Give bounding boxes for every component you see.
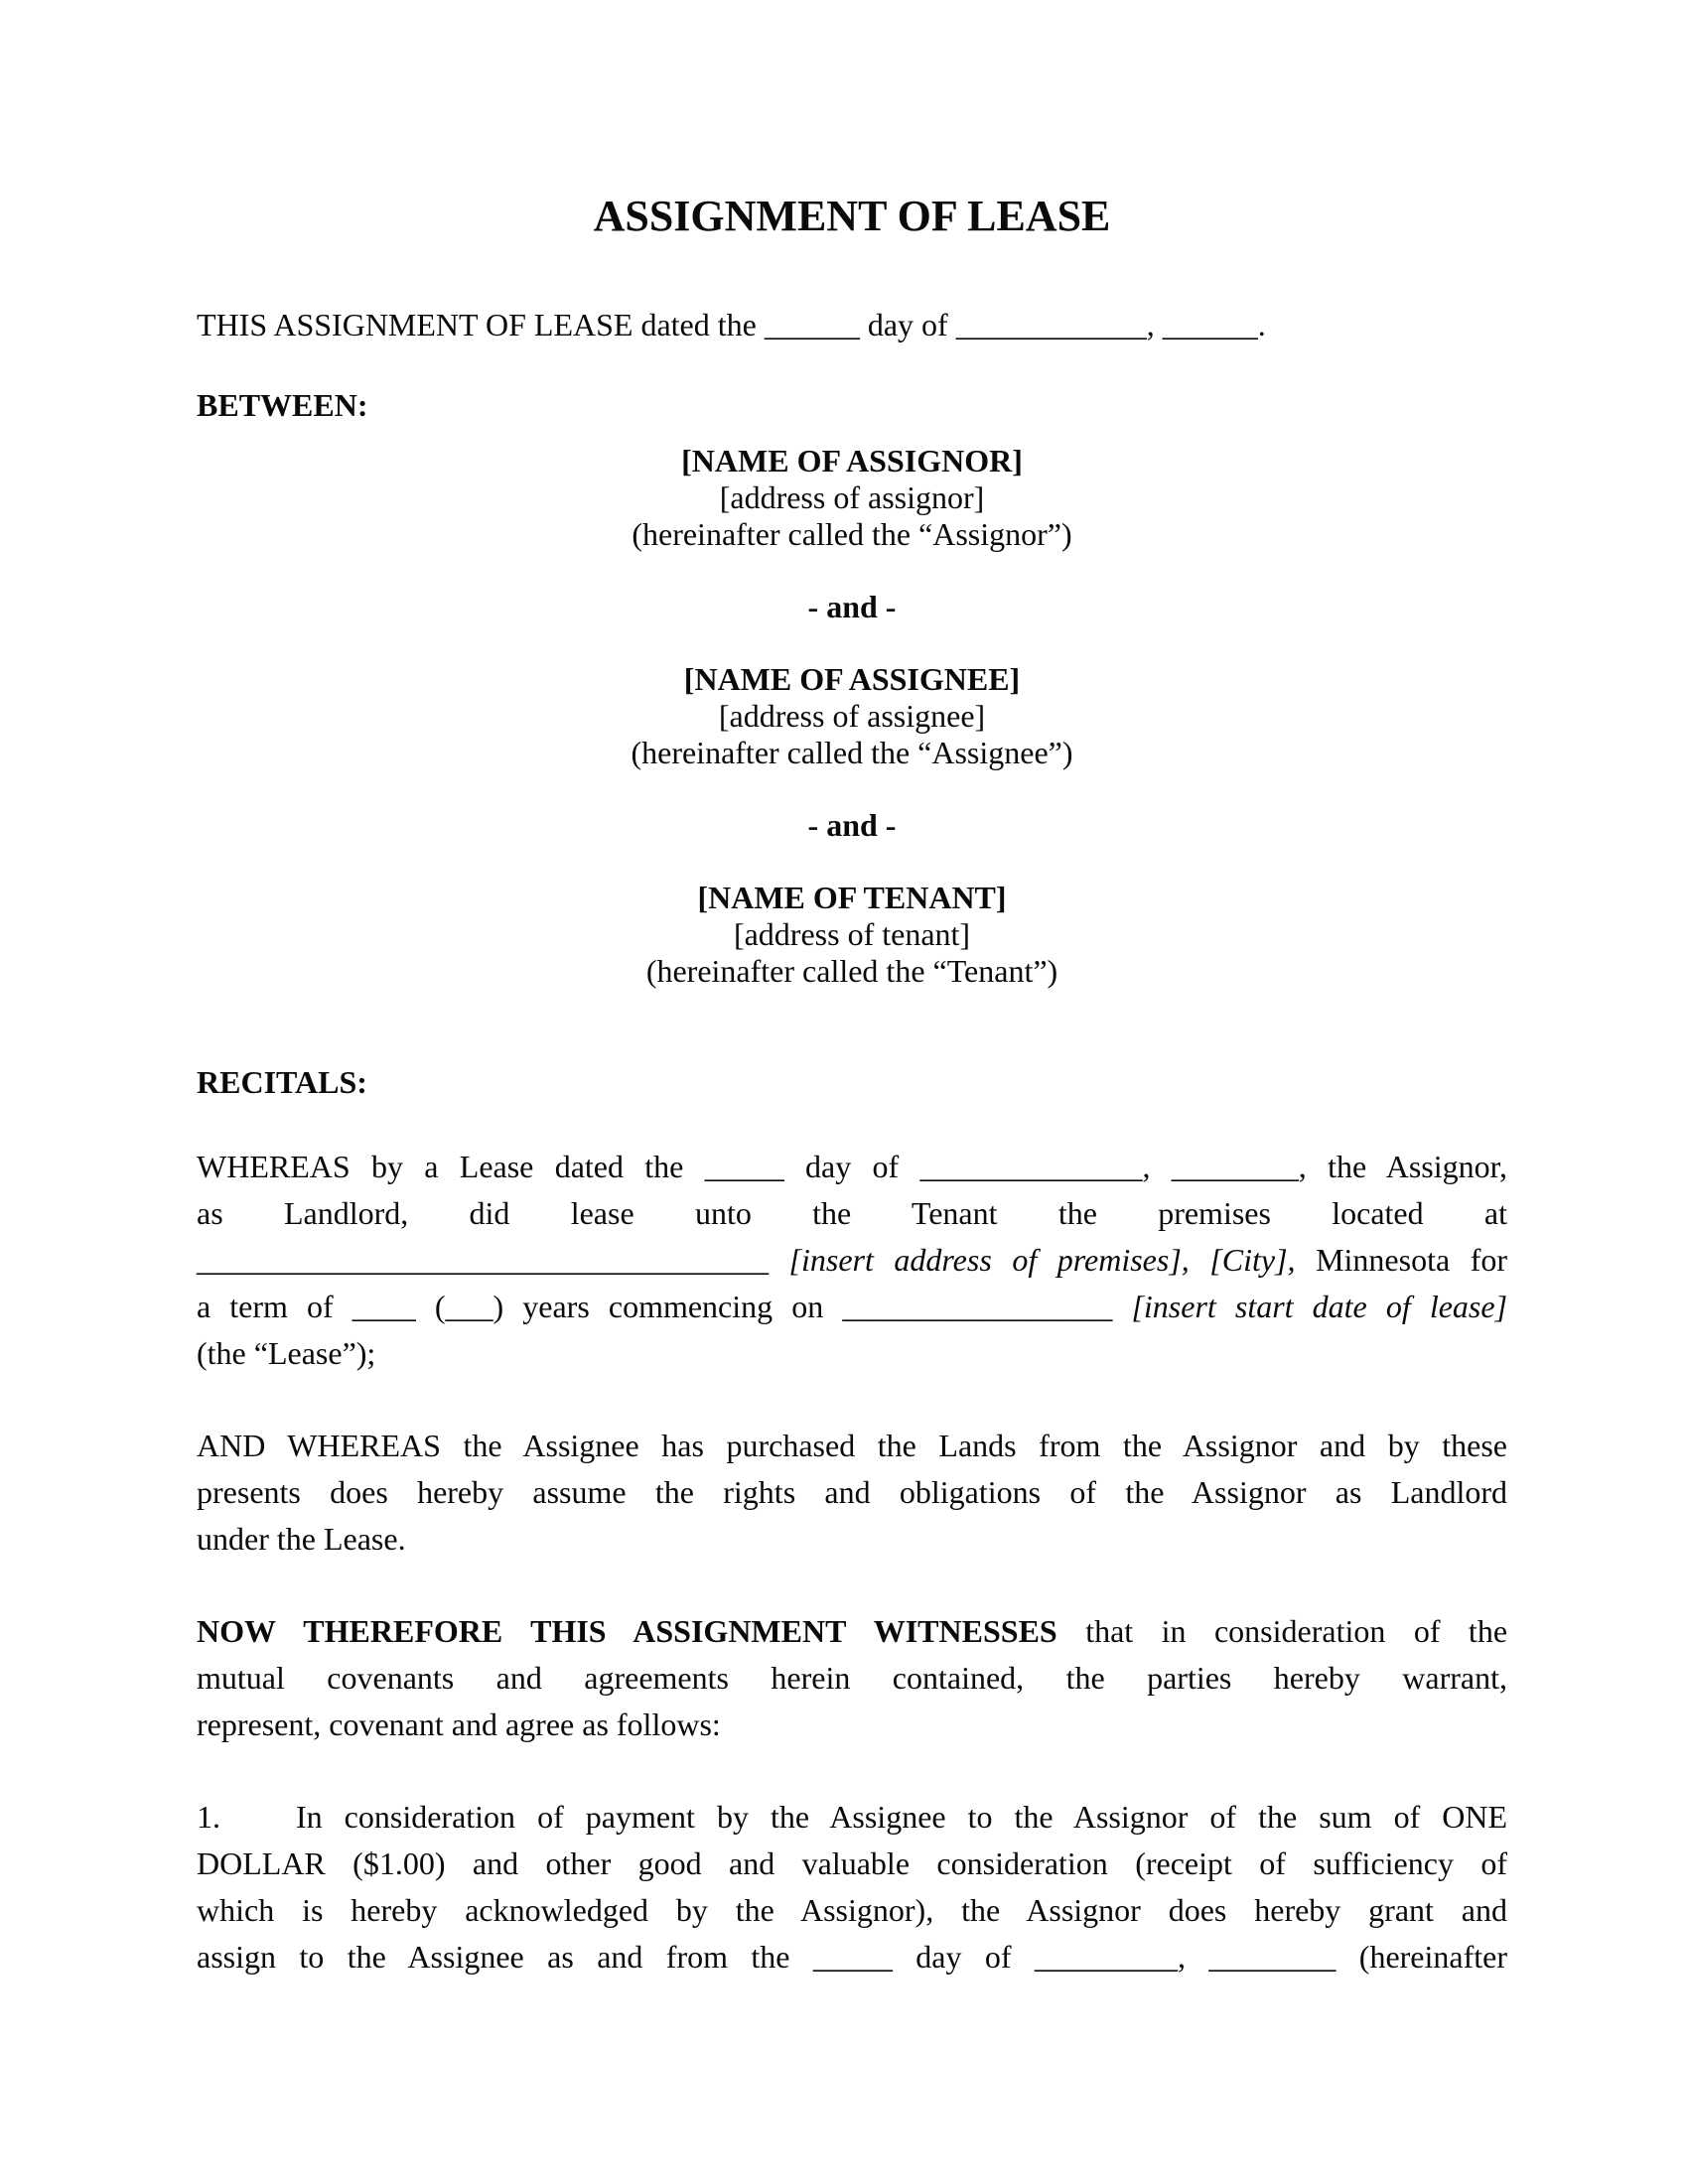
- party-block-tenant: [197, 880, 1507, 990]
- party-block-assignee: [197, 661, 1507, 771]
- party-alias: (hereinafter called the “Assignor”): [632, 516, 1072, 552]
- party-name: [NAME OF TENANT]: [697, 880, 1007, 915]
- now-therefore-line-3: represent, covenant and agree as follows:: [197, 1706, 721, 1742]
- party-address: [address of assignee]: [718, 698, 986, 734]
- party-address: [address of tenant]: [733, 916, 971, 952]
- clause-1-line-1: [197, 1794, 1507, 1841]
- clause-1-line-3: which is hereby acknowledged by the Assignor), the Assignor does hereby grant and: [197, 1892, 1507, 1928]
- whereas-line-3: [197, 1237, 1507, 1284]
- now-therefore-bold: NOW THEREFORE THIS ASSIGNMENT WITNESSES: [197, 1613, 1057, 1649]
- term-text: a term of ____ (___) years commencing on _________________: [197, 1289, 1113, 1324]
- party-block-assignor: [197, 443, 1507, 553]
- now-therefore-paragraph: [197, 1608, 1507, 1748]
- between-label: BETWEEN:: [197, 387, 368, 423]
- whereas-line-4: [197, 1284, 1507, 1330]
- whereas-line-1: WHEREAS by a Lease dated the _____ day of ______________, ________, the Assignor,: [197, 1149, 1507, 1184]
- premises-blank: ____________________________________: [197, 1242, 769, 1278]
- whereas-line-2: as Landlord, did lease unto the Tenant the premises located at: [197, 1195, 1507, 1231]
- premises-placeholder: [insert address of premises], [City],: [788, 1242, 1296, 1278]
- and-whereas-line-1: AND WHEREAS the Assignee has purchased the Lands from the Assignor and by these: [197, 1428, 1507, 1463]
- clause-1-line-4: assign to the Assignee as and from the _____ day of _________, ________ (hereinafter: [197, 1939, 1507, 1975]
- now-therefore-line-1: [197, 1608, 1507, 1655]
- party-alias: (hereinafter called the “Tenant”): [645, 953, 1058, 989]
- now-therefore-rest: that in consideration of the: [1085, 1613, 1508, 1649]
- whereas-line-5: (the “Lease”);: [197, 1335, 376, 1371]
- intro-paragraph: THIS ASSIGNMENT OF LEASE dated the ______ day of ____________, ______.: [197, 307, 1266, 342]
- clause-1-line-2: DOLLAR ($1.00) and other good and valuable consideration (receipt of sufficiency of: [197, 1845, 1507, 1881]
- now-therefore-line-2: mutual covenants and agreements herein contained, the parties hereby warrant,: [197, 1660, 1507, 1696]
- whereas-paragraph: [197, 1144, 1507, 1377]
- start-date-placeholder: [insert start date of lease]: [1131, 1289, 1508, 1324]
- and-separator: - and -: [807, 807, 897, 843]
- and-whereas-line-2: presents does hereby assume the rights and obligations of the Assignor as Landlord: [197, 1474, 1507, 1510]
- clause-1-paragraph: [197, 1794, 1507, 1980]
- party-address: [address of assignor]: [719, 479, 985, 515]
- party-name: [NAME OF ASSIGNEE]: [683, 661, 1021, 697]
- clause-number: 1.: [197, 1799, 220, 1835]
- recitals-label: RECITALS:: [197, 1064, 367, 1100]
- and-whereas-line-3: under the Lease.: [197, 1521, 406, 1557]
- and-whereas-paragraph: [197, 1423, 1507, 1563]
- clause-1-text: In consideration of payment by the Assignee to the Assignor of the sum of ONE: [296, 1799, 1507, 1835]
- and-separator: - and -: [807, 589, 897, 624]
- whereas-line-3-end: Minnesota for: [1316, 1242, 1507, 1278]
- party-name: [NAME OF ASSIGNOR]: [681, 443, 1023, 478]
- page-title: ASSIGNMENT OF LEASE: [593, 192, 1111, 240]
- party-alias: (hereinafter called the “Assignee”): [631, 735, 1073, 770]
